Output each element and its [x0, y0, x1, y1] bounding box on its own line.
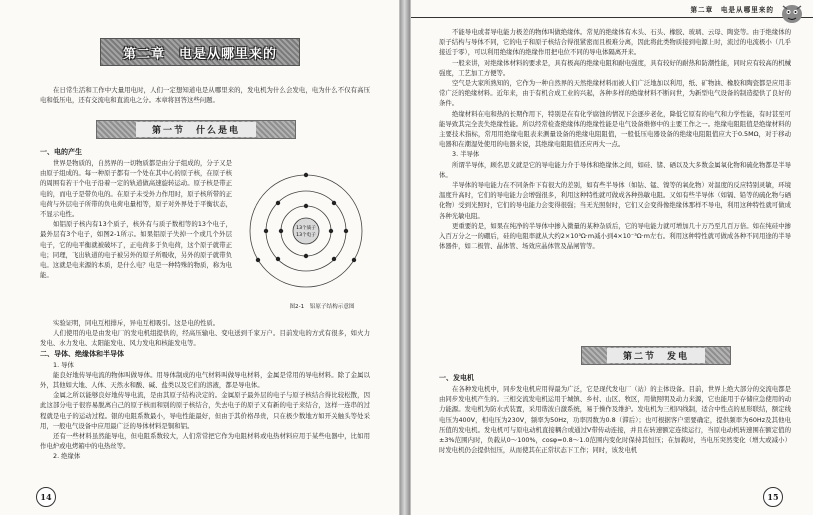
heading-electricity-origin: 一、电的产生 [40, 148, 82, 156]
nucleus [293, 218, 319, 244]
running-head [411, 4, 813, 18]
paragraph: 所谓半导体，顾名思义就是它的导电能力介于导体和绝缘体之间，如硅、锗、硒以及大多数金属氧化物和硫化物都是半导体。 [439, 160, 791, 179]
electrons [256, 173, 356, 262]
page-number: 14 [36, 487, 56, 507]
section-1-banner [96, 120, 296, 139]
paragraph: 实验证明，同电互相排斥，异电互相吸引。这是电的性质。 [53, 319, 220, 327]
paragraph: 在各种发电机中，同步发电机应用得最为广泛，它是现代发电厂（站）的主体设备。目前，世界上绝大部分的交流电都是由同步发电机产生的。三相交流发电机运用于城镇、乡村、山区、牧区，用做照明及动力来源，它也能用于存储应急使用的动力能源。发电机为防水式装置，采用谐波自激系统，易于操作及维护。发电机为三相四线制，适合中性点的星形联结，额定线电压为400V，相电压为230V，频率为50Hz，功率因数为0.8（滞后）；也可根据客户需要确定，提供频率为60Hz及其他电压值的发电机。发电机可与原电动机直接耦合或通过V带传动连接，并且在转速额定连续运行，当原电动机转速围在额定值的±3%范围内时，负载从0～100%，cosφ=0.8～1.0范围内变化时保持其恒压；在加载时，当电压突然变化（增大或减小）时发电机仍会提供恒压，从而使其在正常状态下工作；同时，该发电机 [439, 385, 791, 455]
page-number: 15 [763, 487, 783, 507]
right-page [410, 0, 813, 515]
paragraph: 能良好地传导电流的物体叫做导体。用导体制成的电气材料叫做导电材料，金属是常用的导电材料。除了金属以外，其他如大地、人体、天然水和酸、碱、盐类以及它们的溶液，都是导电体。 [40, 370, 370, 390]
left-page [0, 0, 400, 515]
paragraph: 不能导电或者导电能力极差的物体叫做绝缘体。常见的绝缘体有木头、石头、橡胶、玻璃、云母、陶瓷等。由于绝缘体的原子结构与导体不同，它的电子和原子核结合得很紧密而且极难分离，因此将此类物质接到电源上时，流过的电流极小（几乎接近于零），可以利用绝缘体的绝缘作用把电位不同的导电体隔离开来。 [439, 28, 791, 57]
book-gutter [400, 0, 410, 515]
subheading-insulator: 2. 绝缘体 [53, 452, 81, 461]
paragraph: 绝缘材料在电和热的长期作用下，特别是在有化学腐蚀的情况下会逐步老化，降低它原有的电气和力学性能，有时甚至可能导致其完全丧失绝缘性能。所以经常检查绝缘体的绝缘性能是电气设备维修中的主要工作之一。绝缘电阻阻值是绝缘材料的主要技术指标，常用用绝缘电阻表来测量设备的绝缘电阻阻值，一般低压电器设备的绝缘电阻阻值应大于0.5MΩ，对于移动电器和在潮湿处使用的电器来说，其绝缘电阻阻值还应再大一点。 [439, 109, 791, 149]
heading-conductors: 二、导体、绝缘体和半导体 [40, 349, 124, 358]
electron-label: 13个电子 [296, 233, 316, 238]
chapter-intro: 在日常生活和工作中大量用电时，人们一定想知道电是从哪里来的，发电机为什么会发电，电为什么不仅有高压电和低压电，还有交流电和直流电之分。本章将回答这些问题。 [40, 86, 370, 105]
paragraph: 空气是大家所熟知的，它作为一种自然界的天然绝缘材料而被人们广泛地加以利用，纸、矿物油、橡胶和陶瓷都是应用非常广泛的绝缘材料。近年来，由于有机合成工业的兴起，各种多样的绝缘材料不断问世，为新型电气设备的制造提供了良好的条件。 [439, 79, 791, 108]
paragraph: 如铝原子核内有13个质子，核外有与质子数相等的13个电子，最外层有3个电子，如图2-1所示。如果铝原子失掉一个或几个外层电子，它的电平衡就被破坏了，正电荷多于负电荷，这个原子就带正电；同理，飞出轨道的电子被另外的原子所吸收，另外的原子就带负电。这就是电来源的本质，是什么电？电是一种特殊的物质，称为电能。 [40, 220, 232, 280]
section-1-title: 第一节 什么是电 [136, 122, 256, 137]
aluminum-atom-diagram [240, 172, 372, 290]
figure-caption: 图2-1 铝原子结构示意图 [289, 304, 355, 310]
paragraph: 人们使用的电是由发电厂的发电机组提供的，经高压输电、变电送到千家万户。目前发电的方式有很多，如火力发电、水力发电、太阳能发电、风力发电和核能发电等。 [40, 329, 370, 348]
subheading-semiconductor: 3. 半导体 [452, 150, 480, 159]
right-text-top [439, 27, 791, 251]
paragraph: 还有一些材料虽然能导电，但电阻系数较大，人们常常把它作为电阻材料或电热材料应用于某些电器中，比如用作电炉或电烤箱中的电热丝等。 [40, 432, 370, 451]
right-text-bottom [439, 373, 791, 455]
left-text-bottom [40, 318, 370, 462]
left-text-top [40, 147, 370, 158]
paragraph: 半导体的导电能力在不同条件下有很大的差别，如有些半导体（如钴、锰、镍等的氧化物）对温度的反应特别灵敏，环境温度升高时，它们的导电能力会增强很多，利用这种特性就可做成各种热敏电阻。又如有些半导体（如镉、铅等的硫化物与硒化物）受到光照时，它们的导电能力会变得很强；当无光照射时，它们又会变得像绝缘体那样不导电，利用这种特性就可做成各种光敏电阻。 [439, 181, 791, 220]
section-2-title: 第二节 发电 [607, 348, 705, 363]
heading-generator: 一、发电机 [439, 374, 474, 382]
paragraph: 一般来讲，对绝缘体材料的要求是，具有极高的绝缘电阻和耐电强度，具有较好的耐热和防潮性能，同时应有较高的机械强度，工艺加工方便等。 [439, 58, 791, 77]
chapter-title-banner [100, 38, 300, 66]
left-text-narrow [40, 158, 232, 280]
nucleus-label: 13个质子 [296, 226, 316, 231]
paragraph: 世界是物质的，自然界的一切物质都是由分子组成的，分子又是由原子组成的。每一种原子都有一个处在其中心的原子核，在原子核的周围有若干个电子沿着一定的轨道做高速旋转运动。原子核是带正电的，而电子是带负电的。在原子未受外力作用时，原子核所带的正电荷与外层电子所带的负电荷电量相等，原子对外界处于平衡状态，不显示电性。 [40, 159, 232, 219]
chapter-title: 第二章 电是从哪里来的 [122, 46, 277, 62]
section-2-banner [581, 346, 731, 365]
subheading-conductor: 1. 导体 [53, 360, 74, 369]
mascot-icon [779, 0, 805, 24]
paragraph: 更重要的是，如果在纯净的半导体中掺入微量的某种杂质后，它的导电能力就可增加几十万乃至几百万倍。如在纯硅中掺入百万分之一的硼后，硅的电阻率就从大约2×10³Ω·m减小到4×10⁻³Ω·m左右。利用这种特性就可做成各种不同用途的半导体器件，如二极管、晶体管、场效应晶体管及晶闸管等。 [439, 221, 791, 251]
paragraph: 金属之所以能够良好地传导电流，是由其原子结构决定的。金属原子最外层的电子与原子核结合得比较松散，因此这部分电子很容易脱离自己的原子核而和别的原子核结合，失去电子的原子又有新的电子来结合，这样一连串的过程就是电子的运动过程。银的电阻系数最小，导电性能最好，但由于其价格昂贵，只在极少数地方如开关触头等处采用，一般电气设备中应用最广泛的导体材料是铜和铝。 [40, 391, 370, 430]
running-head-title: 第二章 电是从哪里来的 [690, 6, 774, 14]
